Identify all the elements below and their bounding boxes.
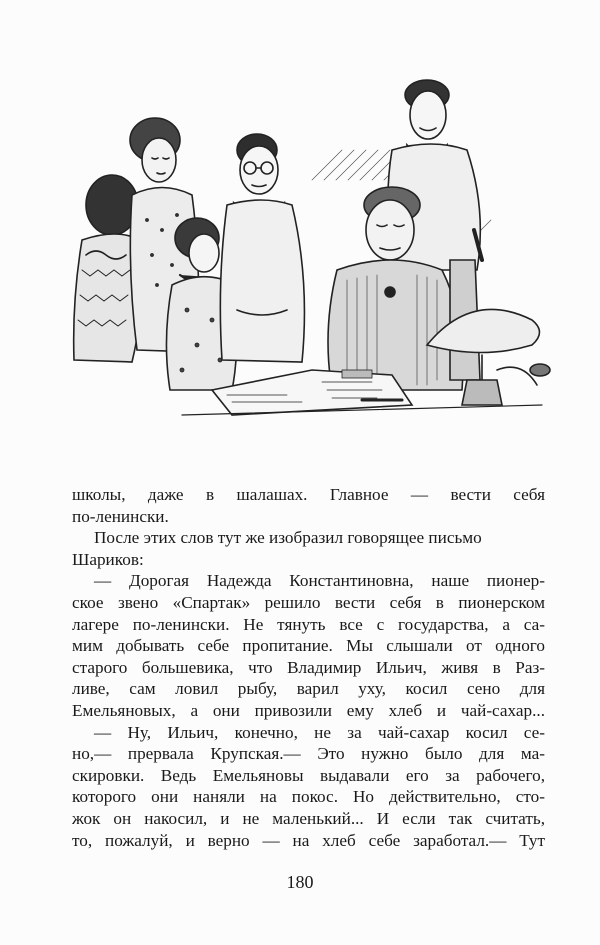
text-line: Емельяновых, а они привозили ему хлеб и чай-сахар...	[72, 700, 545, 720]
text-line: которого они наняли на покос. Но действительно, сто-	[72, 787, 545, 807]
text-line: После этих слов тут же изобразил говорящее письмо	[94, 528, 482, 548]
newspapers	[212, 370, 412, 415]
text-line: — Дорогая Надежда Константиновна, наше пионер-	[94, 571, 545, 591]
page-number: 180	[286, 872, 314, 892]
illustration	[62, 70, 562, 420]
body-text	[72, 484, 545, 851]
text-line: старого большевика, что Владимир Ильич, живя в Раз-	[72, 657, 545, 677]
text-line: ское звено «Спартак» решило вести себя в пионерском	[72, 592, 545, 612]
text-line: то, пожалуй, и верно — на хлеб себе заработал.— Тут	[72, 830, 545, 850]
text-line: жок он накосил, и не маленький... И если так считать,	[72, 808, 545, 828]
text-line: — Ну, Ильич, конечно, не за чай-сахар косил се-	[94, 722, 545, 742]
text-line: но,— прервала Крупская.— Это нужно было для ма-	[72, 744, 545, 764]
figure-boy-glasses	[220, 134, 304, 362]
text-line: лагере по-ленински. Не тянуть все с государства, а са-	[72, 614, 545, 634]
text-line: Шариков:	[72, 549, 144, 569]
text-line: скировки. Ведь Емельяновы выдавали его за рабочего,	[72, 765, 545, 785]
text-line: школы, даже в шалашах. Главное — вести себя	[72, 485, 545, 504]
text-line: мим добывать себе пропитание. Мы слышали от одного	[72, 636, 545, 656]
text-line: ливе, сам ловил рыбу, варил уху, косил сено для	[72, 679, 545, 699]
text-line: по-ленински.	[72, 506, 169, 526]
